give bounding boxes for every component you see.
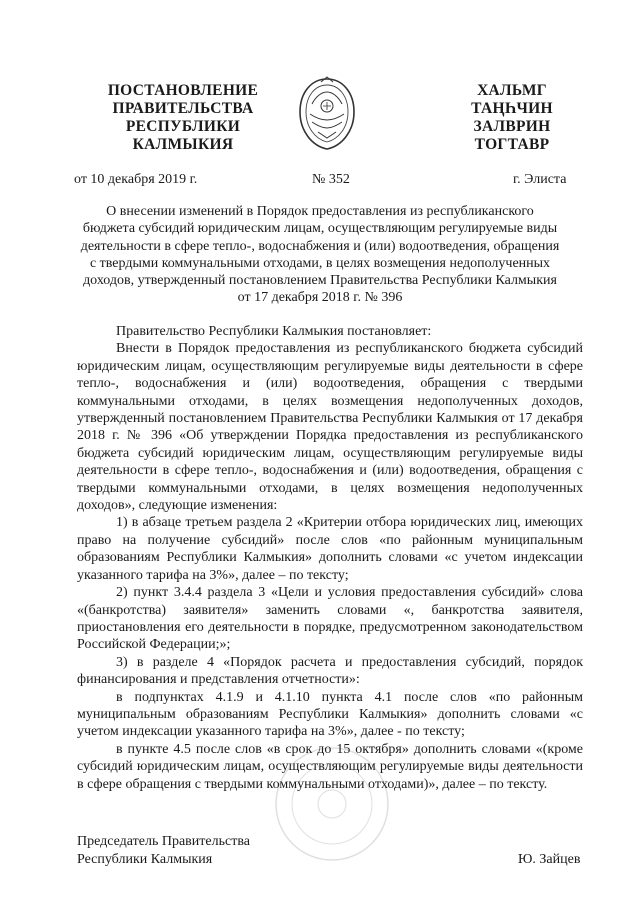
signer-position-line: Республики Калмыкия: [77, 852, 213, 867]
org-title-ru-line: ПОСТАНОВЛЕНИЕ: [107, 82, 259, 99]
org-title-kalm-line: ТОГТАВР: [474, 136, 550, 153]
subject-line: деятельности в сфере тепло-, водоснабжения и (или) водоотведения, обращения: [80, 238, 560, 254]
org-title-kalm-line: ЗАЛВРИН: [473, 118, 551, 135]
org-title-ru-line: ПРАВИТЕЛЬСТВА: [112, 100, 254, 117]
signer-position: [77, 833, 583, 869]
subject-line: бюджета субсидий юридическим лицам, осуществляющим регулируемые виды: [82, 221, 558, 237]
subject-line: от 17 декабря 2018 г. № 396: [237, 290, 403, 306]
body-paragraph: 1) в абзаце третьем раздела 2 «Критерии отбора юридических лиц, имеющих право на получение субсидий» после слов «по районным муниципальным образованиям Республики Калмыкия» дополнить словами «с учетом индексации указанного тарифа на 3%», далее – по тексту;: [77, 515, 583, 583]
org-title-ru-line: КАЛМЫКИЯ: [132, 136, 234, 153]
subject-line: с твердыми коммунальными отходами, в целях возмещения недополученных: [89, 255, 551, 271]
kalmykia-emblem-icon: [296, 76, 358, 152]
subject-line: доходов, утвержденный постановлением Правительства Республики Калмыкия: [83, 273, 557, 289]
body-paragraph: в пункте 4.5 после слов «в срок до 15 октября» дополнить словами «(кроме субсидий юридическим лицам, осуществляющим регулируемые виды деятельности в сфере обращения с твердыми коммунальными отходами)», далее – по тексту.: [77, 741, 583, 792]
document-number: № 352: [312, 172, 350, 187]
body-paragraph: 3) в разделе 4 «Порядок расчета и предоставления субсидий, порядок финансирования и представления отчетности»:: [77, 654, 583, 688]
signer-position-line: Председатель Правительства: [77, 834, 250, 849]
org-title-kalm-line: ХАЛЬМГ: [477, 82, 547, 99]
document-subject: [70, 203, 570, 307]
document-date: от 10 декабря 2019 г.: [74, 172, 198, 187]
document-city: г. Элиста: [513, 172, 567, 187]
org-title-kalm: [452, 82, 572, 154]
org-title-ru: [98, 82, 268, 154]
subject-line: О внесении изменений в Порядок предоставления из республиканского: [106, 204, 534, 219]
body-paragraph: Правительство Республики Калмыкия постановляет:: [116, 324, 432, 339]
body-paragraph: 2) пункт 3.4.4 раздела 3 «Цели и условия предоставления субсидий» слова «(банкротства) заявителя» заменить словами «, банкротства заявителя, приостановления его деятельности в порядке, предусмотренном законодательством Российской Федерации;»;: [77, 585, 583, 653]
document-header: [0, 82, 640, 172]
body-paragraph: в подпунктах 4.1.9 и 4.1.10 пункта 4.1 после слов «по районным муниципальным образованиям Республики Калмыкия» дополнить словами «с учетом индексации указанного тарифа на 3%», далее - по тексту;: [77, 689, 583, 740]
signature-block: [77, 833, 583, 869]
body-paragraph: Внести в Порядок предоставления из республиканского бюджета субсидий юридическим лицам, осуществляющим регулируемые виды деятельности в сфере тепло-, водоснабжения и (или) водоотведения, обращения с твердыми коммунальными отходами, в целях возмещения недополученных доходов, утвержденный постановлением Правительства Республики Калмыкия от 17 декабря 2018 г. № 396 «Об утверждении Порядка предоставления из республиканского бюджета субсидий юридическим лицам, осуществляющим регулируемые виды деятельности в сфере тепло-, водоснабжения и (или) водоотведения, обращения с твердыми коммунальными отходами, в целях возмещения недополученных доходов», следующие изменения:: [77, 341, 583, 514]
org-title-ru-line: РЕСПУБЛИКИ: [125, 118, 241, 135]
org-title-kalm-line: ТАҢҺЧИН: [471, 100, 553, 117]
document-body: [77, 323, 583, 793]
signer-name: Ю. Зайцев: [518, 852, 581, 867]
